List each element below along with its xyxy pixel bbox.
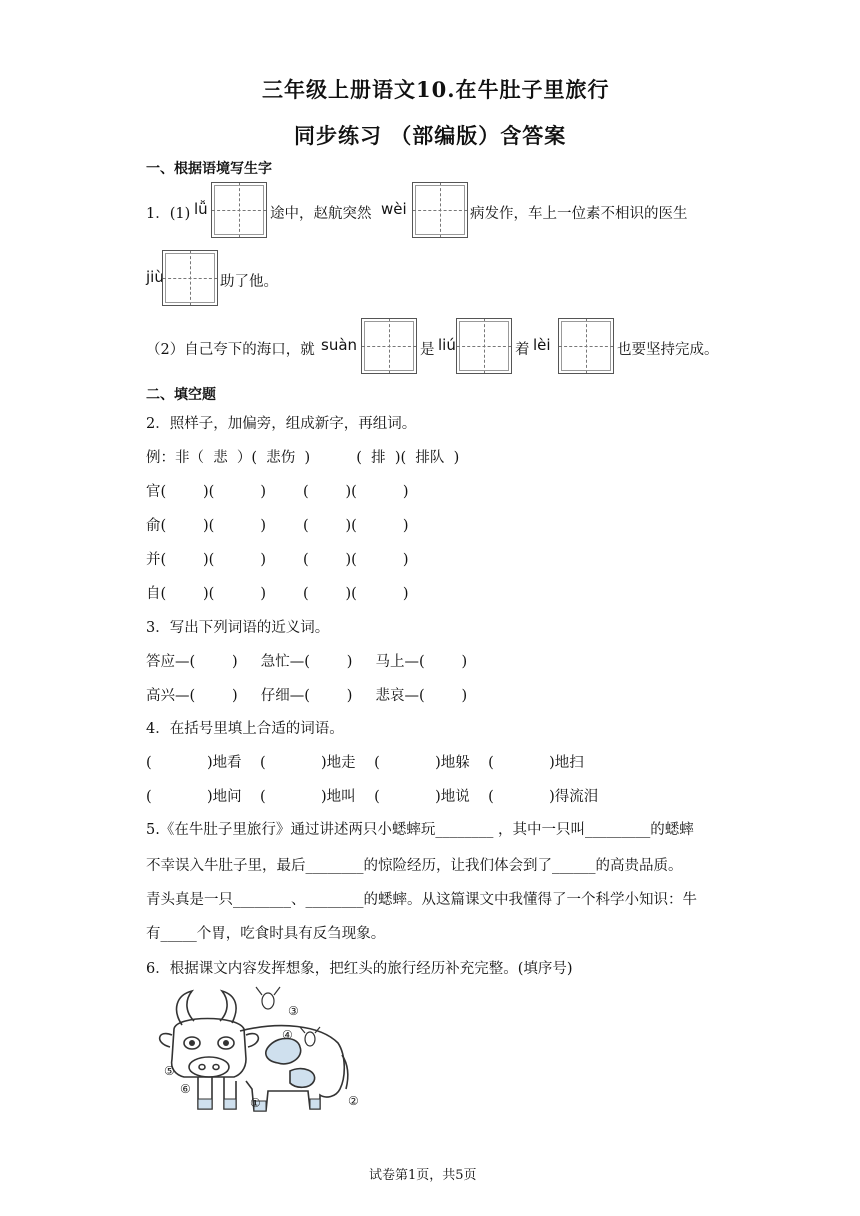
q5-line-2[interactable]: 不幸误入牛肚子里，最后________的惊险经历，让我们体会到了______的高贵品质。 bbox=[146, 858, 683, 874]
q2-row-2[interactable]: 俞( )( ) ( )( ) bbox=[146, 518, 409, 534]
q2-row-4[interactable]: 自( )( ) ( )( ) bbox=[146, 586, 409, 602]
q1-text-2: 病发作，车上一位素不相识的医生 bbox=[470, 206, 688, 222]
marker-2: ② bbox=[348, 1094, 359, 1108]
char-box-5[interactable] bbox=[456, 318, 512, 374]
q6-stem: 6．根据课文内容发挥想象，把红头的旅行经历补充完整。(填序号) bbox=[146, 961, 573, 977]
title-line-2: 同步练习 （部编版）含答案 bbox=[294, 123, 567, 148]
cow-illustration bbox=[150, 985, 365, 1120]
marker-6: ⑥ bbox=[180, 1082, 191, 1096]
q5-line-4[interactable]: 有_____个胃，吃食时具有反刍现象。 bbox=[146, 926, 386, 942]
q2-text-3: 也要坚持完成。 bbox=[617, 342, 719, 358]
section-2-heading: 二、填空题 bbox=[146, 387, 216, 403]
char-box-2[interactable] bbox=[412, 182, 468, 238]
q1-pinyin-3: jiù bbox=[146, 268, 164, 286]
cow-drawing bbox=[150, 985, 365, 1120]
char-box-1[interactable] bbox=[211, 182, 267, 238]
q2-text-2: 着 bbox=[515, 342, 530, 358]
q1-text-3: 助了他。 bbox=[220, 274, 278, 290]
q4-stem: 4．在括号里填上合适的词语。 bbox=[146, 721, 344, 737]
marker-3: ③ bbox=[288, 1004, 299, 1018]
marker-1: ① bbox=[250, 1096, 261, 1110]
char-box-3[interactable] bbox=[162, 250, 218, 306]
q2-prefix: （2）自己夸下的海口，就 bbox=[146, 342, 315, 358]
q2-pinyin-3: lèi bbox=[533, 336, 551, 354]
q3-row-2[interactable]: 高兴—( ) 仔细—( ) 悲哀—( ) bbox=[146, 688, 468, 704]
title-line-1: 三年级上册语文10.在牛肚子里旅行 bbox=[262, 77, 610, 102]
q3-stem: 3．写出下列词语的近义词。 bbox=[146, 620, 330, 636]
q1-text-1: 途中，赵航突然 bbox=[270, 206, 372, 222]
q1-pinyin-2: wèi bbox=[381, 200, 407, 218]
q4-row-1[interactable]: ( )地看 ( )地走 ( )地躲 ( )地扫 bbox=[146, 755, 584, 771]
marker-4: ④ bbox=[282, 1028, 293, 1042]
q2-stem: 2．照样子，加偏旁，组成新字，再组词。 bbox=[146, 416, 417, 432]
char-box-6[interactable] bbox=[558, 318, 614, 374]
q4-row-2[interactable]: ( )地问 ( )地叫 ( )地说 ( )得流泪 bbox=[146, 789, 599, 805]
q2-row-1[interactable]: 官( )( ) ( )( ) bbox=[146, 484, 409, 500]
char-box-4[interactable] bbox=[361, 318, 417, 374]
q2-row-3[interactable]: 并( )( ) ( )( ) bbox=[146, 552, 409, 568]
q3-row-1[interactable]: 答应—( ) 急忙—( ) 马上—( ) bbox=[146, 654, 468, 670]
marker-5: ⑤ bbox=[164, 1064, 175, 1078]
q1-prefix: 1．(1) bbox=[146, 206, 191, 222]
q2-pinyin-1: suàn bbox=[321, 336, 358, 354]
q2-example: 例：非（ 悲 ）( 悲伤 ) ( 排 )( 排队 ) bbox=[146, 450, 460, 466]
q5-line-3[interactable]: 青头真是一只________、________的蟋蟀。从这篇课文中我懂得了一个科学小知识：牛 bbox=[146, 892, 697, 908]
q1-pinyin-1: lǚ bbox=[194, 200, 208, 218]
q2-pinyin-2: liú bbox=[438, 336, 456, 354]
page-footer: 试卷第1页，共5页 bbox=[369, 1168, 477, 1183]
section-1-heading: 一、根据语境写生字 bbox=[146, 161, 272, 177]
q5-line-1[interactable]: 5.《在牛肚子里旅行》通过讲述两只小蟋蟀玩________ ，其中一只叫_________的蟋蟀 bbox=[146, 822, 694, 838]
q2-text-1: 是 bbox=[420, 342, 435, 358]
